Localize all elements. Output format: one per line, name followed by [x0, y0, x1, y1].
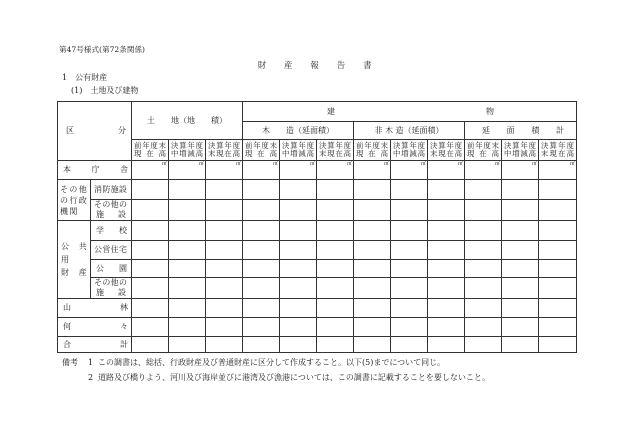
- value-cell: [243, 180, 280, 200]
- unit-label: ㎡: [235, 161, 241, 167]
- value-cell: [539, 180, 577, 200]
- row-label-text: 山林: [63, 303, 128, 312]
- column-header-fiscal-year-end: [317, 140, 354, 161]
- table-row: [58, 200, 577, 221]
- header-row: [58, 140, 577, 161]
- note-number: 1: [88, 358, 94, 367]
- value-cell: [428, 337, 465, 353]
- column-header-fiscal-year-end: [428, 140, 465, 161]
- column-header-text: 決算年度: [430, 140, 462, 150]
- column-header-text: 現在高: [134, 149, 166, 158]
- value-cell: [317, 260, 354, 278]
- row-label-total: [58, 337, 132, 353]
- value-cell: [169, 241, 206, 260]
- column-header-fiscal-year-end: [539, 140, 577, 161]
- row-label-etc: [58, 318, 132, 337]
- row-label-text: その他の: [94, 278, 127, 287]
- value-cell: [539, 318, 577, 337]
- value-cell: [280, 318, 317, 337]
- value-cell: [169, 260, 206, 278]
- value-cell: [132, 318, 169, 337]
- value-cell: [280, 161, 317, 180]
- row-label-fire-facilities: [91, 180, 132, 200]
- group-label-line: 公共用: [61, 242, 88, 264]
- total-floor-area-header-text: 延面積計: [482, 125, 565, 135]
- table-row: [58, 299, 577, 318]
- row-label-public-housing: [91, 241, 132, 260]
- value-cell: [132, 278, 169, 299]
- subsection-heading: (1) 土地及び建物: [71, 86, 139, 95]
- value-cell: [391, 260, 428, 278]
- value-cell: [169, 200, 206, 221]
- value-cell: [169, 180, 206, 200]
- unit-label: ㎡: [494, 161, 500, 167]
- column-header-fiscal-year-change: [502, 140, 539, 161]
- value-cell: [132, 337, 169, 353]
- value-cell: [428, 241, 465, 260]
- land-header-text: 土 地（地 積）: [147, 115, 227, 125]
- value-cell: [132, 241, 169, 260]
- column-header-text: 決算年度: [282, 140, 314, 150]
- table-row: [58, 221, 577, 241]
- unit-label: ㎡: [457, 161, 463, 167]
- table-row: [58, 337, 577, 353]
- value-cell: [391, 278, 428, 299]
- value-cell: [465, 318, 502, 337]
- column-header-text: 決算年度: [393, 140, 425, 150]
- value-cell: [280, 241, 317, 260]
- row-label-main-office: [58, 161, 132, 180]
- value-cell: [539, 221, 577, 241]
- value-cell: [169, 299, 206, 318]
- column-header-prior-year-end: [465, 140, 502, 161]
- unit-label: ㎡: [420, 161, 426, 167]
- unit-label: ㎡: [309, 161, 315, 167]
- column-header-text: 前年度末: [356, 140, 388, 150]
- value-cell: [132, 221, 169, 241]
- column-header-text: 末現在高: [208, 149, 240, 158]
- value-cell: [243, 278, 280, 299]
- value-cell: [243, 318, 280, 337]
- value-cell: [206, 299, 243, 318]
- column-header-text: 前年度末: [245, 140, 277, 150]
- total-floor-area-header: [465, 122, 577, 140]
- column-header-text: 前年度末: [467, 140, 499, 150]
- note-text: 道路及び橋りよう、河川及び海岸並びに港湾及び漁港については、この調書に記載することを要しないこと。: [98, 373, 490, 382]
- building-header-text: 建物: [327, 106, 495, 116]
- section-heading: 1 公有財産: [62, 73, 108, 82]
- value-cell: [502, 337, 539, 353]
- value-cell: [132, 299, 169, 318]
- row-label-text: 施設: [96, 288, 126, 297]
- value-cell: [391, 299, 428, 318]
- value-cell: [428, 278, 465, 299]
- column-header-prior-year-end: [132, 140, 169, 161]
- value-cell: [206, 318, 243, 337]
- value-cell: [169, 318, 206, 337]
- value-cell: [502, 161, 539, 180]
- row-label-text: 本庁舎: [63, 165, 128, 174]
- column-header-fiscal-year-end: [206, 140, 243, 161]
- column-header-text: 決算年度: [504, 140, 536, 150]
- value-cell: [280, 260, 317, 278]
- row-label-park: [91, 260, 132, 278]
- value-cell: [539, 278, 577, 299]
- value-cell: [280, 200, 317, 221]
- value-cell: [502, 299, 539, 318]
- row-label-text: 施設: [96, 210, 126, 219]
- column-header-text: 決算年度: [208, 140, 240, 150]
- group-label-line: 財産: [61, 268, 88, 277]
- value-cell: [280, 299, 317, 318]
- column-header-prior-year-end: [354, 140, 391, 161]
- value-cell: [243, 260, 280, 278]
- value-cell: [428, 318, 465, 337]
- value-cell: [280, 278, 317, 299]
- row-label-text: 学校: [96, 225, 127, 235]
- value-cell: [391, 241, 428, 260]
- value-cell: [354, 260, 391, 278]
- row-label-text: 何々: [63, 322, 128, 331]
- value-cell: [391, 337, 428, 353]
- row-label-text: その他の: [94, 200, 127, 209]
- division-header: [58, 102, 132, 161]
- row-label-text: 消防施設: [94, 184, 127, 194]
- value-cell: [354, 241, 391, 260]
- value-cell: [243, 299, 280, 318]
- column-header-fiscal-year-change: [169, 140, 206, 161]
- value-cell: [539, 337, 577, 353]
- value-cell: [465, 299, 502, 318]
- column-header-text: 決算年度: [541, 140, 575, 150]
- value-cell: [280, 180, 317, 200]
- value-cell: [354, 337, 391, 353]
- table-row: [58, 318, 577, 337]
- unit-label: ㎡: [272, 161, 278, 167]
- unit-label: ㎡: [531, 161, 537, 167]
- column-header-text: 決算年度: [171, 140, 203, 150]
- value-cell: [354, 278, 391, 299]
- column-header-text: 現在高: [467, 149, 499, 158]
- value-cell: [391, 180, 428, 200]
- value-cell: [317, 278, 354, 299]
- value-cell: [465, 278, 502, 299]
- value-cell: [502, 260, 539, 278]
- column-header-text: 前年度末: [134, 140, 166, 150]
- unit-label: ㎡: [570, 161, 576, 167]
- value-cell: [243, 241, 280, 260]
- table-row: [58, 278, 577, 299]
- table-row: [58, 260, 577, 278]
- value-cell: [317, 200, 354, 221]
- unit-label: ㎡: [161, 161, 167, 167]
- value-cell: [428, 260, 465, 278]
- value-cell: [428, 161, 465, 180]
- value-cell: [354, 180, 391, 200]
- value-cell: [465, 241, 502, 260]
- value-cell: [428, 180, 465, 200]
- value-cell: [317, 318, 354, 337]
- value-cell: [391, 161, 428, 180]
- column-header-prior-year-end: [243, 140, 280, 161]
- column-header-text: 決算年度: [319, 140, 351, 150]
- column-header-text: 中増減高: [171, 149, 203, 158]
- value-cell: [317, 299, 354, 318]
- value-cell: [502, 241, 539, 260]
- value-cell: [132, 260, 169, 278]
- value-cell: [206, 200, 243, 221]
- value-cell: [206, 278, 243, 299]
- column-header-fiscal-year-change: [391, 140, 428, 161]
- land-header: [132, 102, 243, 140]
- group-label-line: 機関: [60, 206, 79, 216]
- notes-label: 備考: [62, 358, 78, 367]
- value-cell: [169, 161, 206, 180]
- column-header-fiscal-year-change: [280, 140, 317, 161]
- group-label-public-use-property: [58, 221, 91, 299]
- value-cell: [465, 180, 502, 200]
- asset-report-table: [57, 101, 577, 353]
- value-cell: [206, 337, 243, 353]
- unit-label: ㎡: [198, 161, 204, 167]
- value-cell: [539, 200, 577, 221]
- group-label-line: の行政: [60, 195, 89, 205]
- column-header-text: 中増減高: [504, 149, 536, 158]
- value-cell: [539, 161, 577, 180]
- value-cell: [280, 221, 317, 241]
- value-cell: [354, 200, 391, 221]
- column-header-text: 末現在高: [319, 149, 351, 158]
- value-cell: [354, 299, 391, 318]
- column-header-text: 末現在高: [541, 149, 575, 158]
- row-label-text: 公営住宅: [94, 245, 127, 254]
- value-cell: [502, 180, 539, 200]
- group-label-line: その他: [60, 184, 89, 194]
- value-cell: [391, 221, 428, 241]
- column-header-text: 現在高: [356, 149, 388, 158]
- value-cell: [539, 241, 577, 260]
- value-cell: [206, 241, 243, 260]
- value-cell: [169, 278, 206, 299]
- value-cell: [206, 260, 243, 278]
- table-row: [58, 180, 577, 200]
- value-cell: [243, 161, 280, 180]
- wooden-header: [243, 122, 354, 140]
- value-cell: [317, 161, 354, 180]
- row-label-school: [91, 221, 132, 241]
- nonwooden-header-text: 非 木 造（延面積）: [374, 125, 444, 135]
- table-row: [58, 241, 577, 260]
- value-cell: [280, 337, 317, 353]
- group-label-other-admin-bodies: [58, 180, 91, 221]
- value-cell: [354, 221, 391, 241]
- value-cell: [317, 337, 354, 353]
- column-header-text: 中増減高: [282, 149, 314, 158]
- value-cell: [132, 200, 169, 221]
- value-cell: [132, 161, 169, 180]
- value-cell: [502, 221, 539, 241]
- value-cell: [354, 161, 391, 180]
- column-header-text: 現在高: [245, 149, 277, 158]
- form-number: 第47号様式(第72条関係): [59, 45, 145, 54]
- value-cell: [465, 337, 502, 353]
- value-cell: [169, 221, 206, 241]
- value-cell: [428, 221, 465, 241]
- note-text: この調書は、総括、行政財産及び普通財産に区分して作成すること。以下(5)までについて同じ。: [98, 358, 446, 367]
- value-cell: [428, 299, 465, 318]
- unit-label: ㎡: [383, 161, 389, 167]
- document-title: 財 産 報 告 書: [257, 60, 377, 70]
- row-label-forest: [58, 299, 132, 318]
- value-cell: [391, 200, 428, 221]
- column-header-text: 中増減高: [393, 149, 425, 158]
- value-cell: [169, 337, 206, 353]
- nonwooden-header: [354, 122, 465, 140]
- header-row: [58, 102, 577, 122]
- value-cell: [317, 180, 354, 200]
- value-cell: [243, 337, 280, 353]
- value-cell: [465, 221, 502, 241]
- value-cell: [465, 200, 502, 221]
- value-cell: [502, 278, 539, 299]
- value-cell: [465, 161, 502, 180]
- value-cell: [206, 221, 243, 241]
- value-cell: [317, 221, 354, 241]
- value-cell: [132, 180, 169, 200]
- note-number: 2: [88, 373, 94, 382]
- wooden-header-text: 木 造（延面積）: [262, 125, 334, 135]
- row-label-text: 公園: [96, 263, 127, 273]
- value-cell: [502, 200, 539, 221]
- value-cell: [354, 318, 391, 337]
- value-cell: [243, 200, 280, 221]
- table-row: [58, 161, 577, 180]
- value-cell: [539, 299, 577, 318]
- value-cell: [539, 260, 577, 278]
- division-header-text: 区分: [66, 126, 126, 135]
- value-cell: [391, 318, 428, 337]
- value-cell: [206, 161, 243, 180]
- row-label-text: 合計: [63, 339, 128, 349]
- value-cell: [243, 221, 280, 241]
- value-cell: [317, 241, 354, 260]
- value-cell: [465, 260, 502, 278]
- value-cell: [206, 180, 243, 200]
- value-cell: [428, 200, 465, 221]
- row-label-other-public-facilities: [91, 278, 132, 299]
- row-label-other-admin-facilities: [91, 200, 132, 221]
- value-cell: [502, 318, 539, 337]
- column-header-text: 末現在高: [430, 149, 462, 158]
- building-header: [243, 102, 577, 122]
- unit-label: ㎡: [346, 161, 352, 167]
